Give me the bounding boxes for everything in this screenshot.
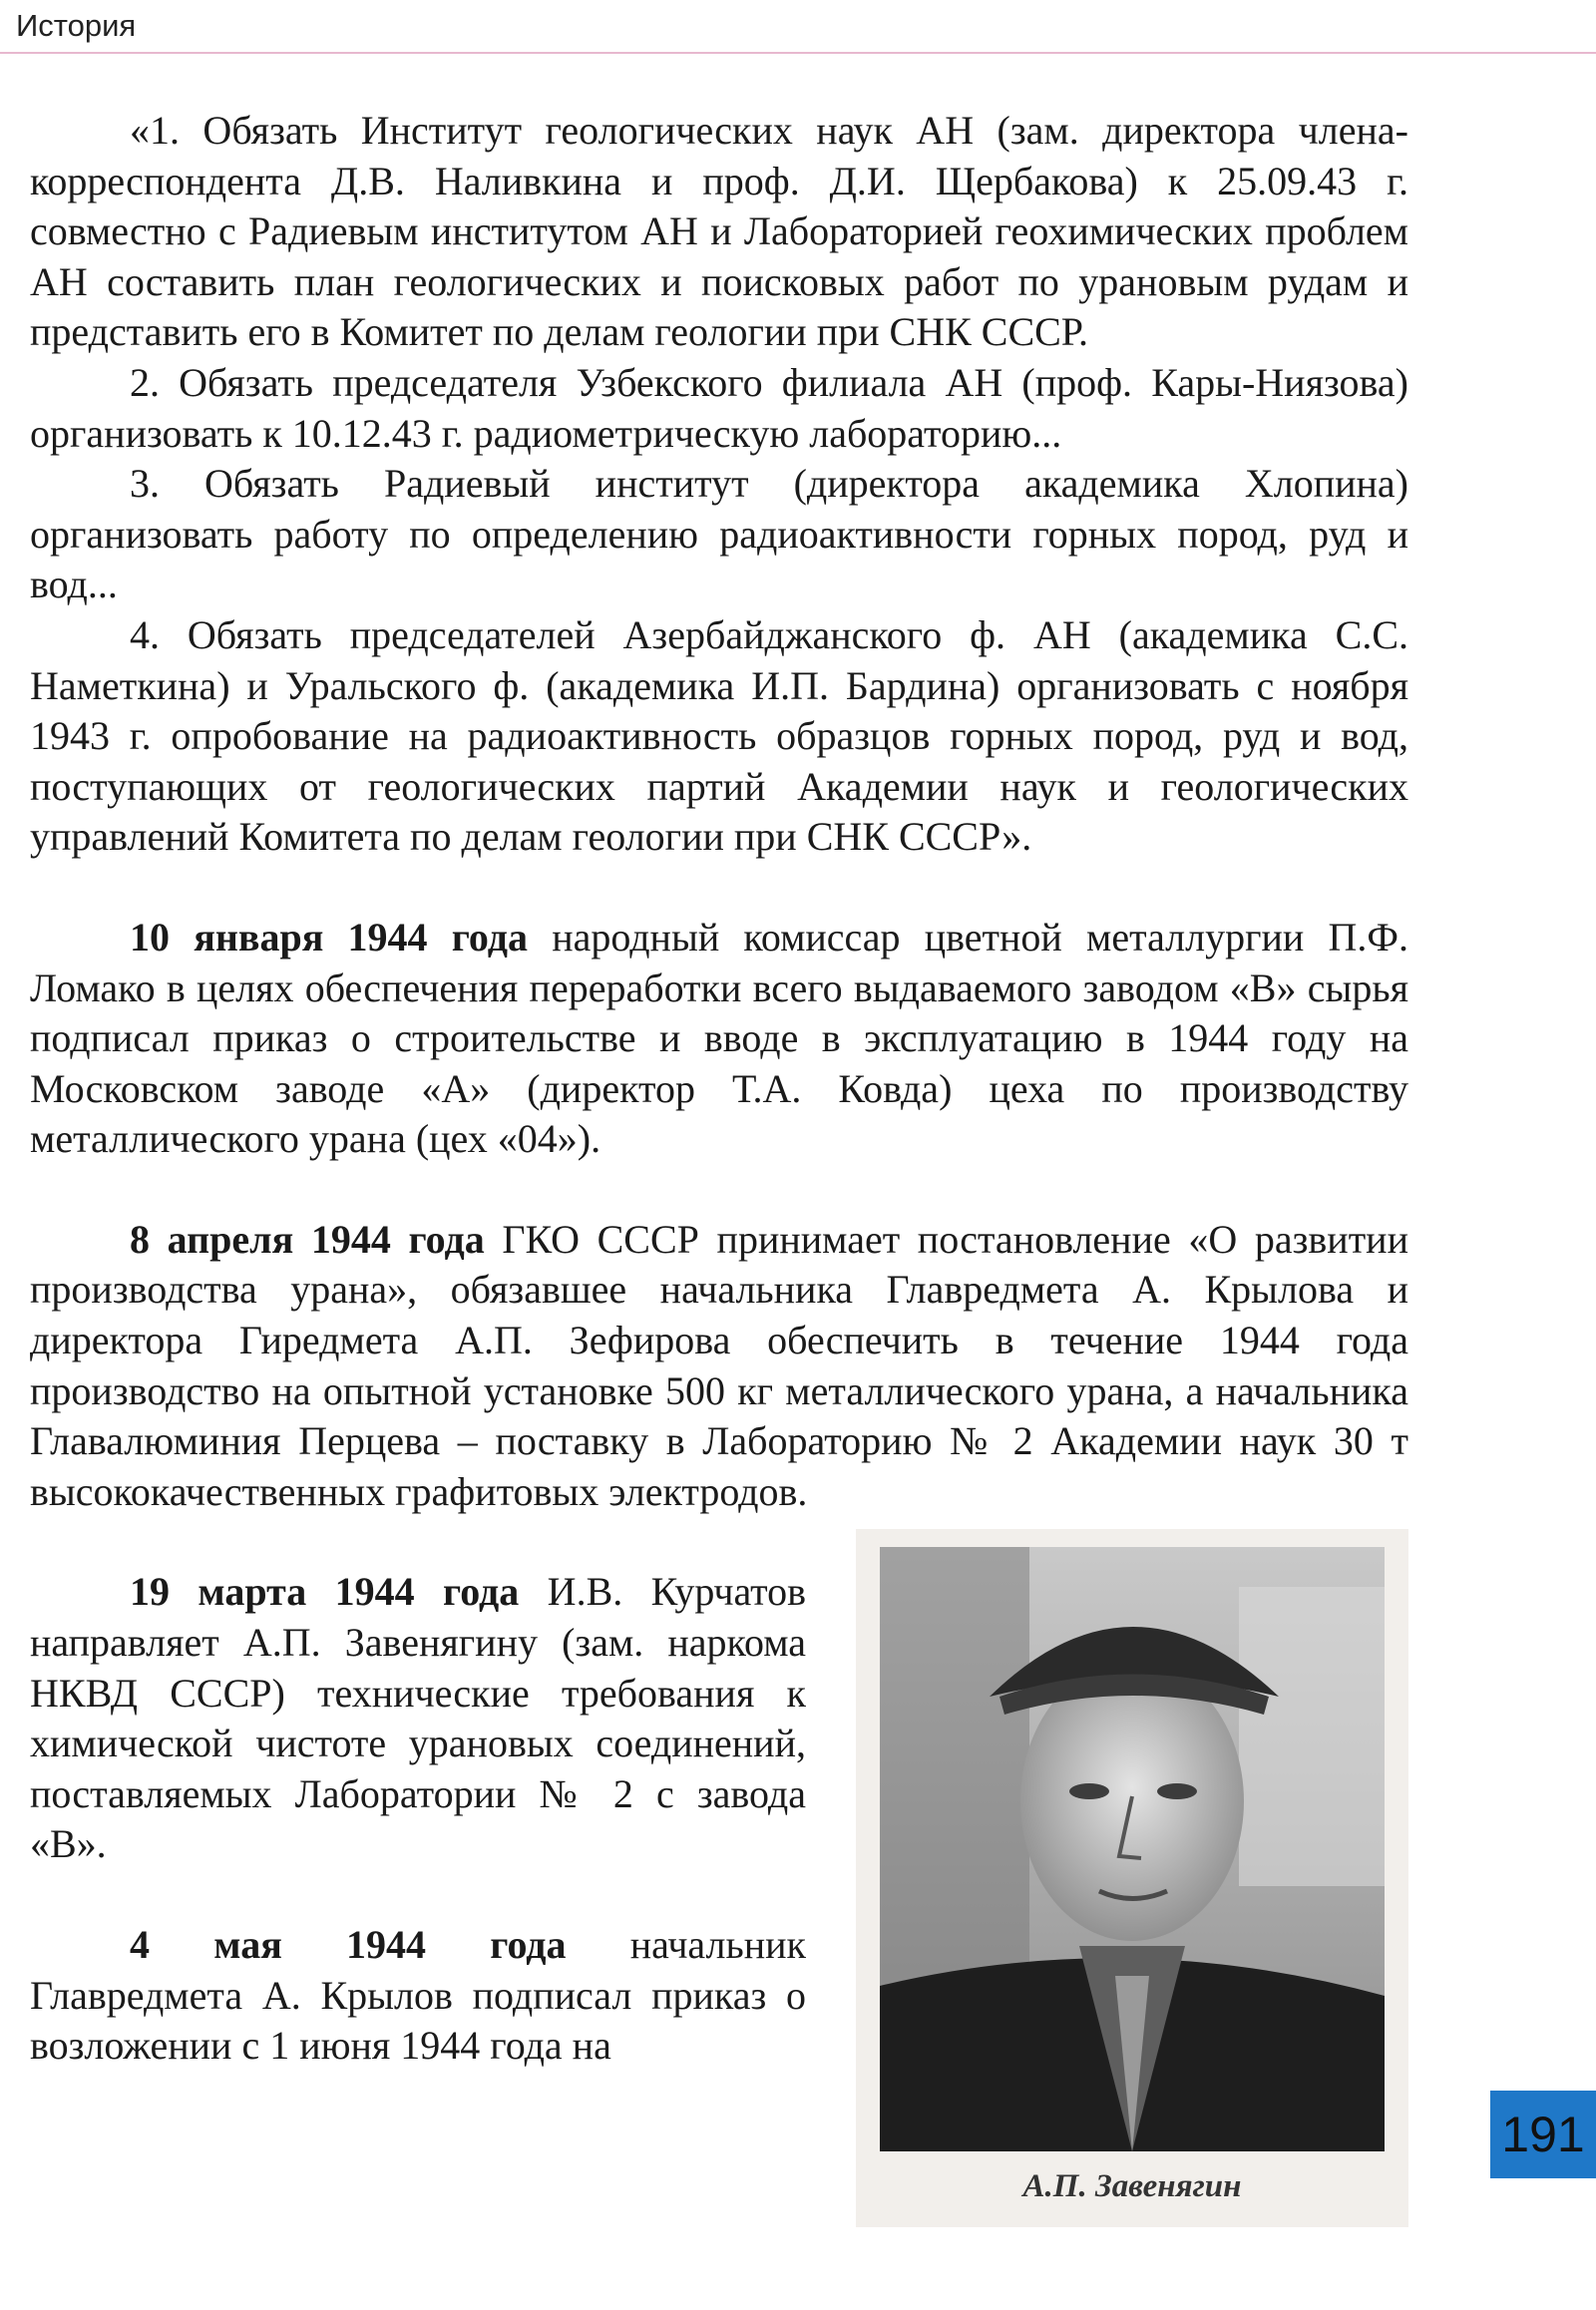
section-title: История [16, 8, 137, 43]
quote-item-4: 4. Обязать председателей Азербайджанского ф. АН (академика С.С. Наметкина) и Уральского ф. (академика И.П. Бардина) организовать с ноября 1943 г. опробование на радиоактивность образцов горных пород, руд и вод, поступающих от геологических партий Академии наук и геологических управлений Комитета по делам геологии при СНК СССР». [30, 611, 1408, 860]
page-number: 191 [1490, 2091, 1596, 2178]
event-text: И.В. Курчатов направляет А.П. Завенягину (зам. наркома НКВД СССР) технические требования к химической чистоте урановых соединений, поставляемых Лаборатории № 2 с завода «В». [30, 1569, 806, 1867]
event-date: 8 апреля 1944 года [130, 1216, 485, 1262]
portrait-photo [856, 1529, 1408, 2227]
quote-item-3: 3. Обязать Радиевый институт (директора академика Хлопина) организовать работу по определению радиоактивности горных пород, руд и вод... [30, 461, 1408, 607]
page-header [0, 0, 1596, 54]
quote-item-1: «1. Обязать Институт геологических наук АН (зам. директора члена-корреспондента Д.В. Наливкина и проф. Д.И. Щербакова) к 25.09.43 г. совместно с Радиевым институтом АН и Лабораторией геохимических проблем АН составить план геологических и поисковых работ по урановым рудам и представить его в Комитет по делам геологии при СНК СССР. [30, 108, 1408, 355]
event-paragraph [30, 913, 1408, 1165]
event-text: ГКО СССР принимает постановление «О развитии производства урана», обязавшее начальника Главредмета А. Крылова и директора Гиредмета А.П. Зефирова обеспечить в течение 1944 года производство на опытной установке 500 кг металлического урана, а начальника Главалюминия Перцева – поставку в Лабораторию № 2 Академии наук 30 т высококачественных графитовых электродов. [30, 1216, 1408, 1514]
event-date: 19 марта 1944 года [130, 1569, 520, 1615]
quote-item-2: 2. Обязать председателя Узбекского филиала АН (проф. Кары-Ниязова) организовать к 10.12.43 г. радиометрическую лабораторию... [30, 359, 1408, 456]
portrait-figure [856, 1529, 1408, 2227]
event-paragraph [30, 1215, 1408, 1518]
event-text: начальник Главредмета А. Крылов подписал приказ о возложении с 1 июня 1944 года на [30, 1922, 806, 2069]
event-date: 4 мая 1944 года [130, 1922, 567, 1967]
photo-caption: А.П. Завенягин [1022, 2168, 1242, 2205]
event-text: народный комиссар цветной металлургии П.Ф. Ломако в целях обеспечения переработки всего выдаваемого заводом «В» сырья подписал приказ о строительстве и вводе в эксплуатацию в 1944 году на Московском заводе «А» (директор Т.А. Ковда) цеха по производству металлического урана (цех «04»). [30, 914, 1408, 1162]
portrait-image [880, 1547, 1385, 2151]
main-text [30, 106, 1408, 2227]
event-date: 10 января 1944 года [130, 914, 528, 960]
